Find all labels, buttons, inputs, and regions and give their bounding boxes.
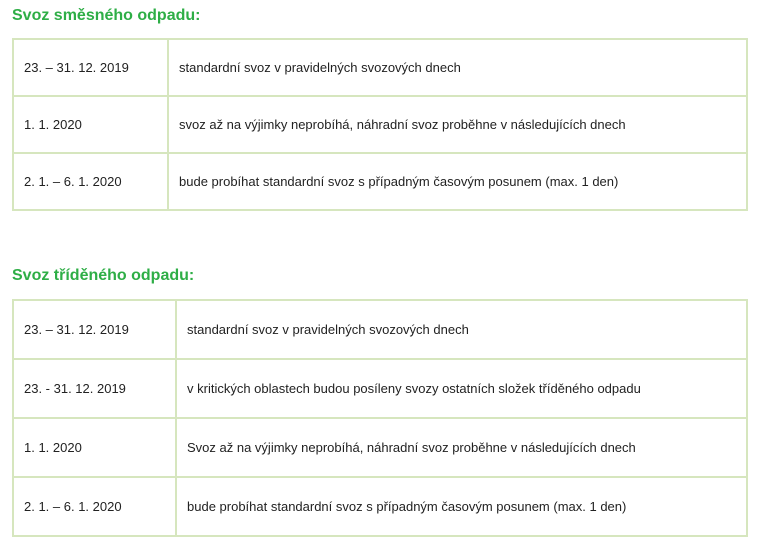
table-row (13, 300, 747, 359)
table-row (13, 359, 747, 418)
table-row (13, 39, 747, 96)
description-cell: standardní svoz v pravidelných svozových dnech (176, 300, 747, 359)
section-title-sorted-waste: Svoz tříděného odpadu: (12, 267, 195, 284)
date-cell: 23. – 31. 12. 2019 (13, 300, 176, 359)
date-cell: 23. - 31. 12. 2019 (13, 359, 176, 418)
description-cell: bude probíhat standardní svoz s případným časovým posunem (max. 1 den) (168, 153, 747, 210)
sorted-waste-schedule-table (12, 299, 748, 537)
table-row (13, 153, 747, 210)
description-cell: standardní svoz v pravidelných svozových dnech (168, 39, 747, 96)
date-cell: 1. 1. 2020 (13, 418, 176, 477)
date-cell: 23. – 31. 12. 2019 (13, 39, 168, 96)
description-cell: bude probíhat standardní svoz s případným časovým posunem (max. 1 den) (176, 477, 747, 536)
description-cell: svoz až na výjimky neprobíhá, náhradní svoz proběhne v následujících dnech (168, 96, 747, 153)
section-title-mixed-waste: Svoz směsného odpadu: (12, 7, 201, 24)
table-row (13, 477, 747, 536)
date-cell: 2. 1. – 6. 1. 2020 (13, 477, 176, 536)
date-cell: 1. 1. 2020 (13, 96, 168, 153)
date-cell: 2. 1. – 6. 1. 2020 (13, 153, 168, 210)
description-cell: v kritických oblastech budou posíleny svozy ostatních složek tříděného odpadu (176, 359, 747, 418)
table-row (13, 96, 747, 153)
table-row (13, 418, 747, 477)
mixed-waste-schedule-table (12, 38, 748, 211)
description-cell: Svoz až na výjimky neprobíhá, náhradní svoz proběhne v následujících dnech (176, 418, 747, 477)
